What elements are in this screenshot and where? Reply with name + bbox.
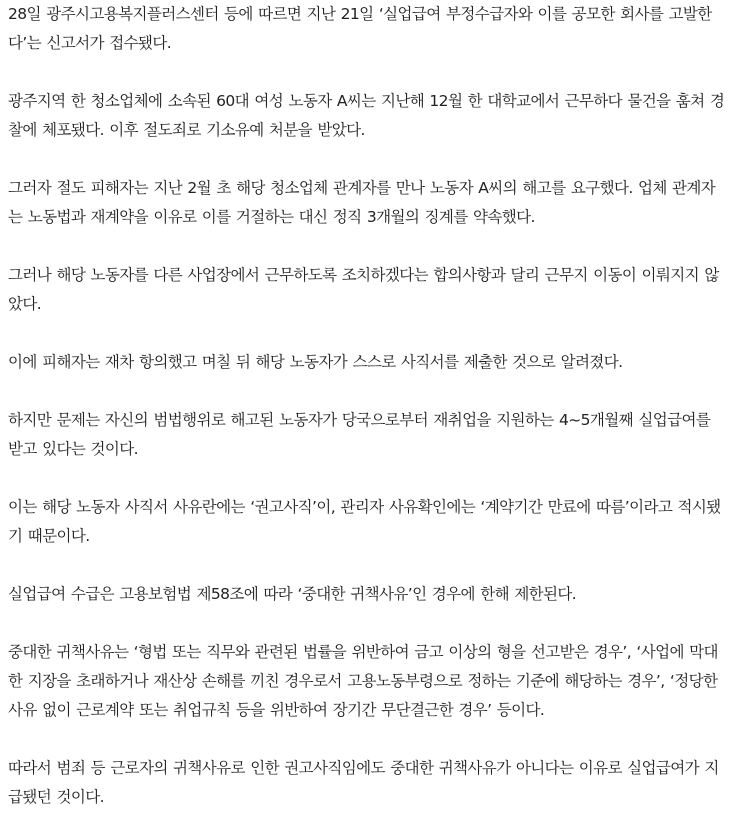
- paragraph-9: [8, 638, 738, 725]
- paragraph-4: [8, 261, 738, 319]
- paragraph-spacer: [8, 551, 738, 580]
- paragraph-spacer: [8, 464, 738, 493]
- paragraph-line: 한 지장을 초래하거나 재산상 손해를 끼친 경우로서 고용노동부령으로 정하는 기준에 해당하는 경우’, ‘정당한: [8, 672, 718, 690]
- paragraph-2: [8, 87, 738, 145]
- paragraph-line: 다’는 신고서가 접수됐다.: [8, 34, 172, 52]
- paragraph-line: 이는 해당 노동자 사직서 사유란에는 ‘권고사직’이, 관리자 사유확인에는 ‘계약기간 만료에 따름’이라고 적시됐: [8, 498, 721, 516]
- paragraph-line: 그러나 해당 노동자를 다른 사업장에서 근무하도록 조치하겠다는 합의사항과 달리 근무지 이동이 이뤄지지 않: [8, 266, 719, 284]
- paragraph-line: 기 때문이다.: [8, 527, 90, 545]
- paragraph-line: 광주지역 한 청소업체에 소속된 60대 여성 노동자 A씨는 지난해 12월 한 대학교에서 근무하다 물건을 훔쳐 경: [8, 92, 725, 110]
- paragraph-line: 이에 피해자는 재차 항의했고 며칠 뒤 해당 노동자가 스스로 사직서를 제출한 것으로 알려졌다.: [8, 353, 623, 371]
- paragraph-spacer: [8, 58, 738, 87]
- paragraph-7: [8, 493, 738, 551]
- paragraph-line: 았다.: [8, 295, 42, 313]
- paragraph-line: 찰에 체포됐다. 이후 절도죄로 기소유예 처분을 받았다.: [8, 121, 365, 139]
- paragraph-10: [8, 754, 738, 812]
- paragraph-spacer: [8, 232, 738, 261]
- paragraph-line: 중대한 귀책사유는 ‘형법 또는 직무와 관련된 법률을 위반하여 금고 이상의 형을 선고받은 경우’, ‘사업에 막대: [8, 643, 718, 661]
- paragraph-spacer: [8, 725, 738, 754]
- paragraph-line: 급됐던 것이다.: [8, 788, 104, 806]
- paragraph-line: 사유 없이 근로계약 또는 취업규칙 등을 위반하여 장기간 무단결근한 경우’ 등이다.: [8, 701, 545, 719]
- paragraph-1: [8, 0, 738, 58]
- paragraph-3: [8, 174, 738, 232]
- paragraph-line: 받고 있다는 것이다.: [8, 440, 138, 458]
- paragraph-spacer: [8, 319, 738, 348]
- paragraph-line: 그러자 절도 피해자는 지난 2월 초 해당 청소업체 관계자를 만나 노동자 A씨의 해고를 요구했다. 업체 관계자: [8, 179, 716, 197]
- paragraph-spacer: [8, 609, 738, 638]
- paragraph-8: [8, 580, 738, 609]
- paragraph-5: [8, 348, 738, 377]
- paragraph-spacer: [8, 377, 738, 406]
- paragraph-line: 실업급여 수급은 고용보험법 제58조에 따라 ‘중대한 귀책사유’인 경우에 한해 제한된다.: [8, 585, 577, 603]
- paragraph-line: 하지만 문제는 자신의 범법행위로 해고된 노동자가 당국으로부터 재취업을 지원하는 4~5개월째 실업급여를: [8, 411, 711, 429]
- paragraph-line: 따라서 범죄 등 근로자의 귀책사유로 인한 권고사직임에도 중대한 귀책사유가 아니다는 이유로 실업급여가 지: [8, 759, 719, 777]
- paragraph-spacer: [8, 145, 738, 174]
- paragraph-line: 28일 광주시고용복지플러스센터 등에 따르면 지난 21일 ‘실업급여 부정수급자와 이를 공모한 회사를 고발한: [8, 5, 712, 23]
- paragraph-line: 는 노동법과 재계약을 이유로 이를 거절하는 대신 정직 3개월의 징계를 약속했다.: [8, 208, 535, 226]
- paragraph-6: [8, 406, 738, 464]
- article-body: [8, 0, 738, 812]
